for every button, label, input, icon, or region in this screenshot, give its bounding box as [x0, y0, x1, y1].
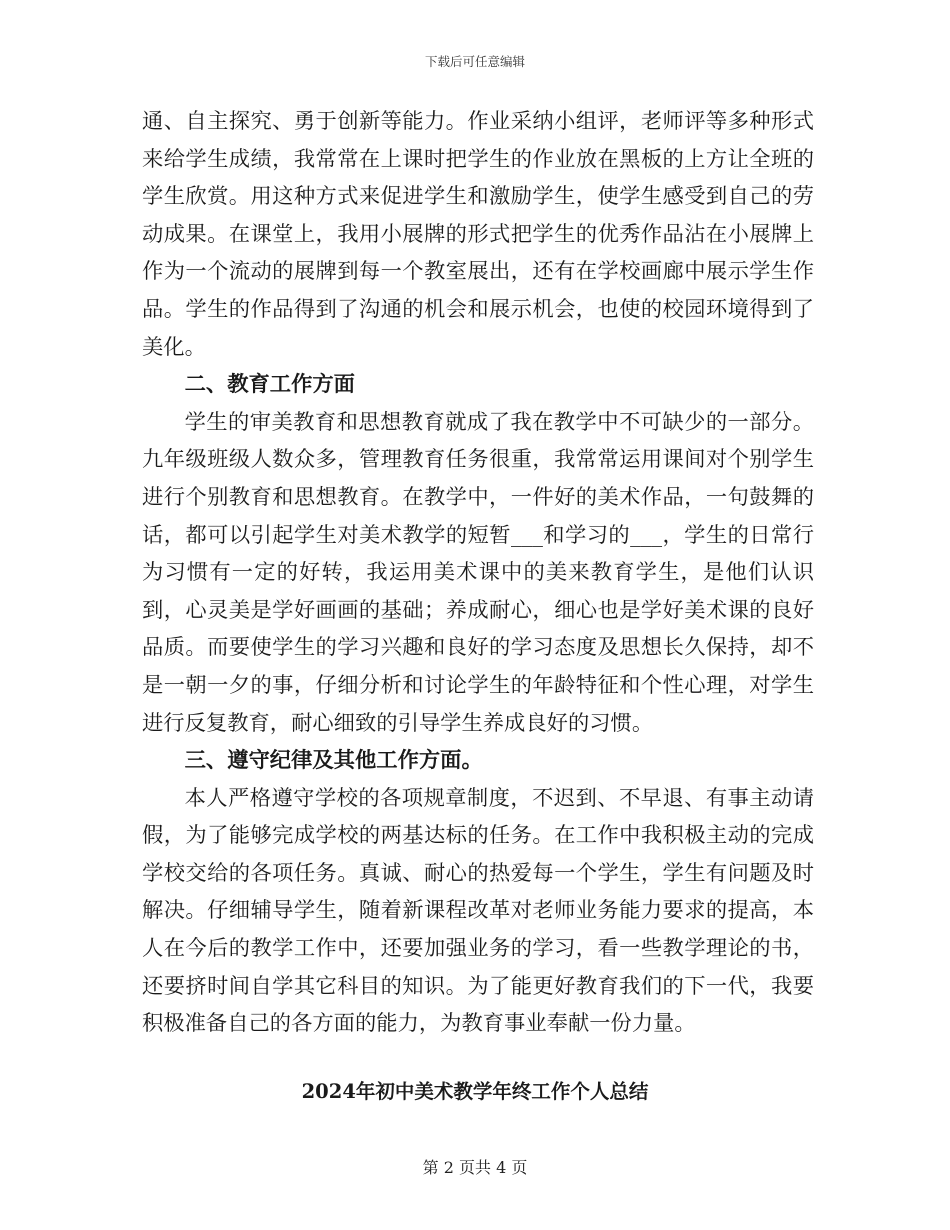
paragraph-discipline: 本人严格遵守学校的各项规章制度，不迟到、不早退、有事主动请假，为了能够完成学校的两基达标的任务。在工作中我积极主动的完成学校交给的各项任务。真诚、耐心的热爱每一个学生，学生有问题及时解决。仔细辅导学生，随着新课程改革对老师业务能力要求的提高，本人在今后的教学工作中，还要加强业务的学习，看一些教学理论的书，还要挤时间自学其它科目的知识。为了能更好教育我们的下一代，我要积极准备自己的各方面的能力，为教育事业奉献一份力量。 — [142, 785, 814, 1037]
document-title: 2024年初中美术教学年终工作个人总结 — [301, 1080, 649, 1103]
section-heading-education-work: 二、教育工作方面 — [184, 372, 355, 398]
document-body — [142, 103, 814, 1043]
paragraph-education-work: 学生的审美教育和思想教育就成了我在教学中不可缺少的一部分。九年级班级人数众多，管理教育任务很重，我常常运用课间对个别学生进行个别教育和思想教育。在教学中，一件好的美术作品，一句鼓舞的话，都可以引起学生对美术教学的短暂___和学习的___，学生的日常行为习惯有一定的好转，我运用美术课中的美来教育学生，是他们认识到，心灵美是学好画画的基础；养成耐心，细心也是学好美术课的良好品质。而要使学生的学习兴趣和良好的学习态度及思想长久保持，却不是一朝一夕的事，仔细分析和讨论学生的年龄特征和个性心理，对学生进行反复教育，耐心细致的引导学生养成良好的习惯。 — [142, 409, 814, 736]
page-number: 第 2 页共 4 页 — [422, 1158, 528, 1177]
paragraph-teaching-methods: 通、自主探究、勇于创新等能力。作业采纳小组评，老师评等多种形式来给学生成绩，我常常在上课时把学生的作业放在黑板的上方让全班的学生欣赏。用这种方式来促进学生和激励学生，使学生感受到自己的劳动成果。在课堂上，我用小展牌的形式把学生的优秀作品沾在小展牌上作为一个流动的展牌到每一个教室展出，还有在学校画廊中展示学生作品。学生的作品得到了沟通的机会和展示机会，也使的校园环境得到了美化。 — [142, 109, 814, 360]
page-header: 下载后可任意编辑 — [424, 54, 525, 69]
section-heading-discipline: 三、遵守纪律及其他工作方面。 — [184, 748, 483, 774]
